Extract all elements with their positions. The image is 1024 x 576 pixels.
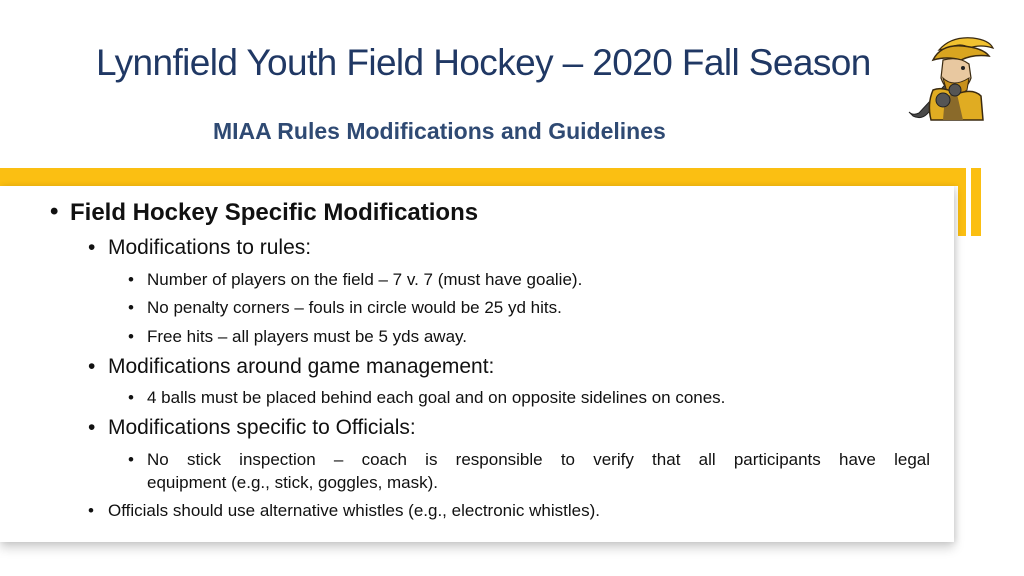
accent-bar (958, 168, 966, 236)
bullet: • (128, 388, 134, 407)
list-item: No penalty corners – fouls in circle would be 25 yd hits. (147, 298, 562, 317)
bullet: • (50, 198, 59, 225)
bullet: • (128, 450, 134, 469)
accent-bar (971, 168, 981, 236)
slide-subtitle: MIAA Rules Modifications and Guidelines (213, 118, 666, 144)
subsection-rules: Modifications to rules: (108, 236, 312, 259)
bullet: • (88, 236, 96, 259)
bullet: • (88, 501, 94, 520)
list-item: 4 balls must be placed behind each goal and on opposite sidelines on cones. (147, 388, 726, 407)
bullet: • (128, 327, 134, 346)
list-item: Free hits – all players must be 5 yds away. (147, 327, 467, 346)
slide-title: Lynnfield Youth Field Hockey – 2020 Fall Season (96, 42, 871, 83)
list-item-continuation: equipment (e.g., stick, goggles, mask). (147, 473, 439, 492)
section-heading: Field Hockey Specific Modifications (70, 199, 479, 226)
bullet: • (128, 298, 134, 317)
subsection-officials: Modifications specific to Officials: (108, 416, 416, 439)
bullet: • (128, 270, 134, 289)
accent-band (0, 168, 958, 186)
list-item: No stick inspection – coach is responsible to verify that all participants have legal (147, 450, 930, 469)
subsection-game-management: Modifications around game management: (108, 355, 495, 378)
bullet: • (88, 416, 96, 439)
pirate-mascot-hockey-icon (903, 34, 995, 124)
list-item: Number of players on the field – 7 v. 7 (must have goalie). (147, 270, 583, 289)
list-item: Officials should use alternative whistles (e.g., electronic whistles). (108, 501, 600, 520)
bullet: • (88, 355, 96, 378)
